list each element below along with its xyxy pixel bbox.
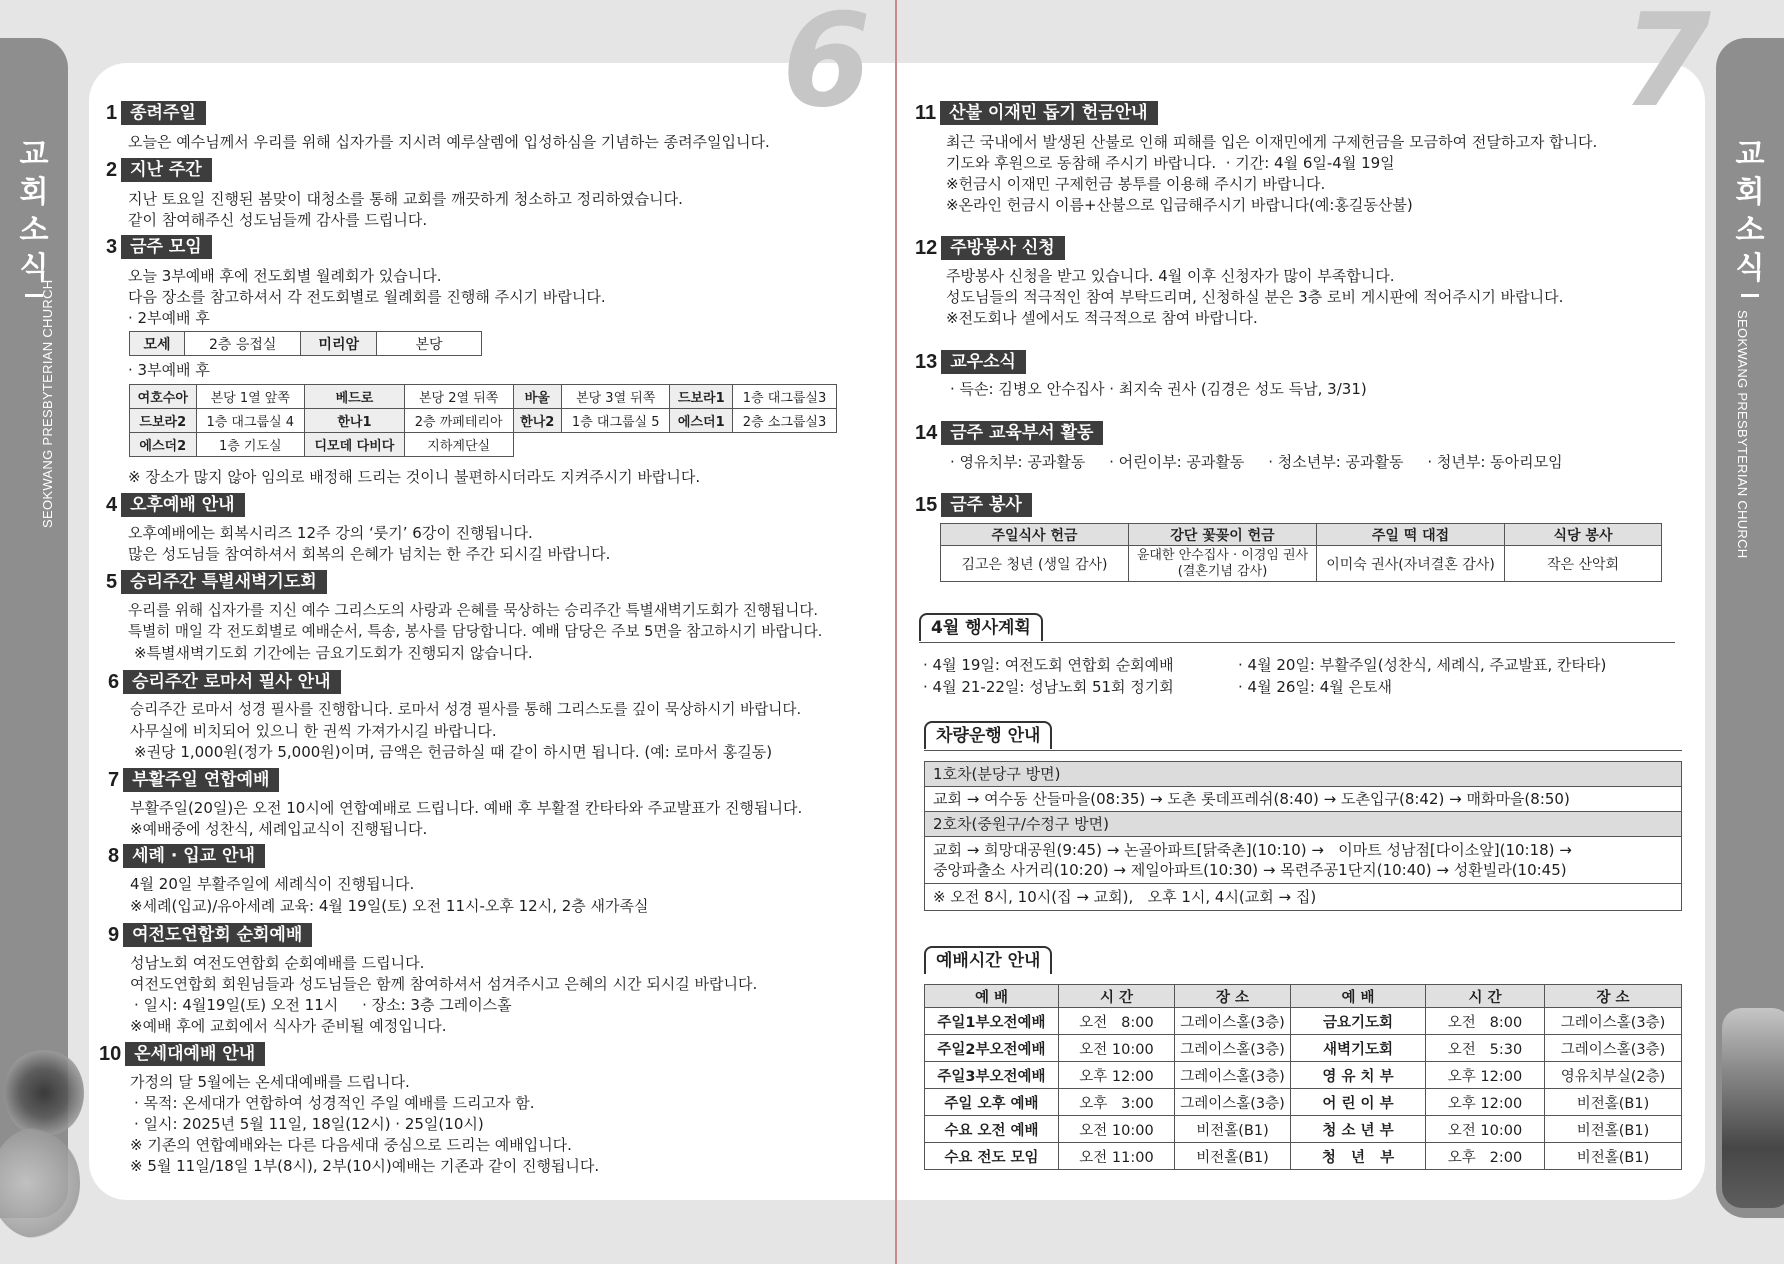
table-header: 예 배 [925,985,1059,1008]
section-number: 10 [99,1042,122,1065]
table-cell: 본당 2열 뒤쪽 [404,385,513,409]
section-5-line: ※특별새벽기도회 기간에는 금요기도회가 진행되지 않습니다. [134,644,533,662]
table-cell: 1층 대그룹실3 [733,385,837,409]
section-11-line: ※온라인 헌금시 이름+산불으로 입금해주시기 바랍니다(예:홍길동산불) [946,196,1413,214]
tab-title-text: 교회소식 [19,137,49,286]
center-fold-line [895,0,897,1264]
table-cell: 드보라1 [670,385,733,409]
section-number: 6 [108,670,120,693]
section-9-line: 성남노회 여전도연합회 순회예배를 드립니다. [130,954,425,972]
table-cell: 오전 5:30 [1426,1035,1545,1062]
section-13-line: · 득손: 김병오 안수집사 · 최지숙 권사 (김경은 성도 득남, 3/31) [950,380,1367,398]
table-cell: 영유치부실(2층) [1545,1062,1682,1089]
table-cell: 여호수아 [130,385,197,409]
section-9-line: ※예배 후에 교회에서 식사가 준비될 예정입니다. [130,1017,447,1035]
route-header: 1호차(분당구 방면) [925,762,1681,787]
table-cell: 2층 응접실 [184,332,301,356]
page-number-left: 6 [782,0,872,136]
tab-divider-right [1741,294,1759,297]
service-table [940,523,1662,582]
table-cell: 수요 전도 모임 [925,1143,1059,1170]
table-header: 예 배 [1291,985,1426,1008]
section-10-line: ※ 5월 11일/18일 1부(8시), 2부(10시)예배는 기존과 같이 진행됩니다. [130,1157,600,1175]
empty-cell [733,433,837,457]
table-cell: 2층 소그룹실3 [733,409,837,433]
table-cell: 오후 2:00 [1426,1143,1545,1170]
route-note: ※ 오전 8시, 10시(집 → 교회), 오후 1시, 4시(교회 → 집) [933,888,1317,906]
section-number: 4 [106,493,118,516]
section-6-line: ※권당 1,000원(정가 5,000원)이며, 금액은 헌금하실 때 같이 하시면 됩니다. (예: 로마서 홍길동) [134,743,773,761]
section-11-line: 최근 국내에서 발생된 산불로 인해 피해를 입은 이재민에게 구제헌금을 모금하여 전달하고자 합니다. [946,133,1598,151]
section-12-line: 성도님들의 적극적인 참여 부탁드리며, 신청하실 분은 3층 로비 게시판에 적어주시기 바랍니다. [946,288,1564,306]
section-2-line: 지난 토요일 진행된 봄맞이 대청소를 통해 교회를 깨끗하게 청소하고 정리하였습니다. [128,190,683,208]
section-12-line: ※전도회나 셀에서도 적극적으로 참여 바랍니다. [946,309,1258,327]
table-cell: 작은 산악회 [1505,546,1662,582]
section-2-header [106,158,212,182]
vehicle-rule [924,750,1682,751]
table-cell: 1층 대그룹실 5 [561,409,670,433]
table-header: 식당 봉사 [1505,524,1662,546]
side-tab-title-right [1728,136,1772,288]
section-3-note: ※ 장소가 많지 않아 임의로 배정해 드리는 것이니 불편하시더라도 지켜주시기 바랍니다. [128,468,701,486]
empty-cell [561,433,670,457]
table-cell: 2층 까페테리아 [404,409,513,433]
table-header: 강단 꽃꽂이 헌금 [1129,524,1317,546]
section-6-header [108,670,341,694]
section-title: 금주 봉사 [941,493,1032,517]
table-cell: 주일 오후 예배 [925,1089,1059,1116]
section-number: 2 [106,158,118,181]
april-event-item: · 4월 19일: 여전도회 연합회 순회예배 [923,656,1174,674]
april-events-header [919,613,1043,641]
table-cell: 그레이스홀(3층) [1175,1089,1291,1116]
meeting-table-3bu [129,384,837,457]
section-3-line: 오늘 3부예배 후에 전도회별 월례회가 있습니다. [128,267,442,285]
section-title: 주방봉사 신청 [941,236,1064,260]
side-tab-left [0,38,68,1218]
table-cell: 비전홀(B1) [1545,1089,1682,1116]
section-8-header [108,844,265,868]
section-3-line: · 2부예배 후 [128,309,210,327]
table-cell: 1층 대그룹실 4 [196,409,305,433]
table-cell: 오전 10:00 [1059,1035,1175,1062]
route-text: 교회 → 희망대공원(9:45) → 논골아파트[닭죽촌](10:10) → 이마트 성남점[다이소앞](10:18) → [933,841,1572,859]
section-title: 금주 모임 [121,235,212,259]
table-cell: 오전 8:00 [1426,1008,1545,1035]
table-cell: 오전 11:00 [1059,1143,1175,1170]
empty-cell [670,433,733,457]
section-4-header [106,493,245,517]
route-line: 교회 → 여수동 산들마을(08:35) → 도촌 롯데프레쉬(8:40) → 도촌입구(8:42) → 매화마을(8:50) [925,787,1681,812]
table-cell: 청 소 년 부 [1291,1116,1426,1143]
table-cell: 1층 기도실 [196,433,305,457]
table-cell: 에스더1 [670,409,733,433]
section-title: 오후예배 안내 [121,493,244,517]
table-cell: 비전홀(B1) [1175,1143,1291,1170]
section-14-line: · 영유치부: 공과활동 · 어린이부: 공과활동 · 청소년부: 공과활동 · 청년부: 동아리모임 [950,453,1563,471]
section-12-line: 주방봉사 신청을 받고 있습니다. 4월 이후 신청자가 많이 부족합니다. [946,267,1395,285]
section-10-header [99,1042,265,1066]
section-title: 종려주일 [121,101,206,125]
section-3-line: 다음 장소를 참고하셔서 각 전도회별로 월례회를 진행해 주시기 바랍니다. [128,288,606,306]
church-name-right: SEOKWANG PRESBYTERIAN CHURCH [1735,310,1750,559]
section-number: 12 [915,236,938,259]
table-cell: 본당 1열 앞쪽 [196,385,305,409]
table-cell: 새벽기도회 [1291,1035,1426,1062]
table-cell: 그레이스홀(3층) [1545,1008,1682,1035]
table-cell: 영 유 치 부 [1291,1062,1426,1089]
section-title: 지난 주간 [121,158,212,182]
hands-soil-image [4,1048,84,1138]
table-cell: 주일1부오전예배 [925,1008,1059,1035]
table-cell: 비전홀(B1) [1545,1116,1682,1143]
vehicle-route-box [924,761,1682,911]
section-13-header [915,350,1026,374]
table-cell: 비전홀(B1) [1175,1116,1291,1143]
section-14-header [915,421,1103,445]
worship-table [924,984,1682,1170]
april-event-item: · 4월 21-22일: 성남노회 51회 정기회 [923,678,1174,696]
table-cell: 오후 12:00 [1426,1089,1545,1116]
table-cell: 수요 오전 예배 [925,1116,1059,1143]
table-cell: 베드로 [305,385,405,409]
table-cell [1129,546,1317,582]
table-cell: 한나2 [513,409,561,433]
section-number: 14 [915,421,938,444]
table-cell: 미리암 [301,332,377,356]
table-cell: 지하계단실 [404,433,513,457]
section-3-header [106,235,212,259]
table-cell: 오후 12:00 [1426,1062,1545,1089]
section-5-header [106,570,327,594]
table-cell: 오전 8:00 [1059,1008,1175,1035]
section-10-line: 가정의 달 5월에는 온세대예배를 드립니다. [130,1073,410,1091]
page-number-right: 7 [1622,0,1712,136]
april-events-rule [919,642,1675,643]
section-number: 3 [106,235,118,258]
section-11-line: 기도와 후원으로 동참해 주시기 바랍니다. · 기간: 4월 6일-4월 19일 [946,154,1395,172]
table-cell: 이미숙 권사(자녀결혼 감사) [1317,546,1505,582]
table-cell: 한나1 [305,409,405,433]
section-title: 승리주간 특별새벽기도회 [121,570,327,594]
section-number: 15 [915,493,938,516]
section-15-header [915,493,1032,517]
table-cell: 청 년 부 [1291,1143,1426,1170]
table-cell: 그레이스홀(3층) [1175,1035,1291,1062]
section-11-header [915,101,1158,125]
table-cell: 비전홀(B1) [1545,1143,1682,1170]
section-10-line: · 일시: 2025년 5월 11일, 18일(12시) · 25일(10시) [134,1115,484,1133]
section-10-line: ※ 기존의 연합예배와는 다른 다음세대 중심으로 드리는 예배입니다. [130,1136,572,1154]
section-number: 7 [108,768,120,791]
table-cell: 그레이스홀(3층) [1175,1062,1291,1089]
section-number: 11 [915,101,937,124]
worship-header [924,946,1052,974]
worship-title: 예배시간 안내 [924,946,1052,974]
section-title: 세례 · 입교 안내 [123,844,265,868]
section-title: 금주 교육부서 활동 [941,421,1103,445]
table-header: 주일 떡 대접 [1317,524,1505,546]
section-title: 부활주일 연합예배 [123,768,279,792]
april-event-item: · 4월 20일: 부활주일(성찬식, 세례식, 주교발표, 칸타타) [1238,656,1607,674]
vehicle-title: 차량운행 안내 [924,721,1052,749]
section-5-line: 특별히 매일 각 전도회별로 예배순서, 특송, 봉사를 담당합니다. 예배 담당은 주보 5면을 참고하시기 바랍니다. [128,623,823,640]
section-number: 13 [915,350,938,373]
table-cell: 바울 [513,385,561,409]
table-cell: 본당 3열 뒤쪽 [561,385,670,409]
section-title: 여전도연합회 순회예배 [123,923,312,947]
section-9-line: · 일시: 4월19일(토) 오전 11시 · 장소: 3층 그레이스홀 [134,996,512,1014]
section-8-line: ※세례(입교)/유아세례 교육: 4월 19일(토) 오전 11시-오후 12시, 2층 새가족실 [130,897,649,915]
section-number: 9 [108,923,120,946]
route-line [925,837,1681,884]
section-title: 승리주간 로마서 필사 안내 [123,670,340,694]
table-cell: 주일2부오전예배 [925,1035,1059,1062]
section-6-line: 승리주간 로마서 성경 필사를 진행합니다. 로마서 성경 필사를 통해 그리스도를 깊이 묵상하시기 바랍니다. [130,701,802,718]
section-1-header [106,101,206,125]
section-title: 산불 이재민 돕기 헌금안내 [940,101,1157,125]
table-cell: 오전 10:00 [1059,1116,1175,1143]
section-11-line: ※헌금시 이재민 구제헌금 봉투를 이용해 주시기 바랍니다. [946,175,1326,193]
table-cell: 디모데 다비다 [305,433,405,457]
side-tab-right [1716,38,1784,1218]
table-cell: 금요기도회 [1291,1008,1426,1035]
side-tab-title-left [12,136,56,288]
section-6-line: 사무실에 비치되어 있으니 한 권씩 가져가시길 바랍니다. [130,722,497,740]
table-header: 시 간 [1426,985,1545,1008]
april-events-title: 4월 행사계획 [919,613,1043,641]
table-cell: 그레이스홀(3층) [1175,1008,1291,1035]
empty-cell [513,433,561,457]
table-cell: 김고은 청년 (생일 감사) [941,546,1129,582]
table-cell: 드보라2 [130,409,197,433]
section-7-line: 부활주일(20일)은 오전 10시에 연합예배로 드립니다. 예배 후 부활절 칸타타와 주교발표가 진행됩니다. [130,799,803,817]
cross-image [1722,1008,1784,1208]
table-cell: 오후 3:00 [1059,1089,1175,1116]
table-cell: 본당 [377,332,482,356]
table-cell: 모세 [130,332,185,356]
cell-line: 윤대한 안수집사 · 이경임 권사 [1136,547,1309,563]
route-header: 2호차(중원구/수정구 방면) [925,812,1681,837]
section-2-line: 같이 참여해주신 성도님들께 감사를 드립니다. [128,211,428,229]
section-12-header [915,236,1065,260]
tab-title-text-right: 교회소식 [1735,137,1765,286]
section-5-line: 우리를 위해 십자가를 지신 예수 그리스도의 사랑과 은혜를 묵상하는 승리주간 특별새벽기도회가 진행됩니다. [128,602,819,619]
section-10-line: · 목적: 온세대가 연합하여 성경적인 주일 예배를 드리고자 함. [134,1094,535,1112]
section-title: 교우소식 [941,350,1026,374]
section-number: 8 [108,844,120,867]
table-header: 주일식사 헌금 [941,524,1129,546]
section-1-line: 오늘은 예수님께서 우리를 위해 십자가를 지시려 예루살렘에 입성하심을 기념하는 종려주일입니다. [128,133,770,151]
section-title: 온세대예배 안내 [125,1042,265,1066]
section-9-line: 여전도연합회 회원님들과 성도님들은 함께 참여하셔서 섬겨주시고 은혜의 시간 되시길 바랍니다. [130,975,758,993]
section-7-line: ※예배중에 성찬식, 세례입교식이 진행됩니다. [130,820,428,838]
table-cell: 오후 12:00 [1059,1062,1175,1089]
table-cell: 어 린 이 부 [1291,1089,1426,1116]
table-header: 장 소 [1545,985,1682,1008]
church-name-left: SEOKWANG PRESBYTERIAN CHURCH [40,279,55,528]
section-4-line: 오후예배에는 회복시리즈 12주 강의 ‘룻기’ 6강이 진행됩니다. [128,524,533,542]
section-9-header [108,923,312,947]
meeting-table-2bu [129,331,482,356]
section-number: 1 [106,101,118,124]
table-header: 시 간 [1059,985,1175,1008]
april-event-item: · 4월 26일: 4월 은토새 [1238,678,1393,696]
table-cell: 주일3부오전예배 [925,1062,1059,1089]
section-3-line: · 3부예배 후 [128,361,210,379]
table-cell: 오전 10:00 [1426,1116,1545,1143]
section-4-line: 많은 성도님들 참여하셔서 회복의 은혜가 넘치는 한 주간 되시길 바랍니다. [128,545,611,563]
vehicle-header [924,721,1052,749]
section-number: 5 [106,570,118,593]
route-text: 중앙파출소 사거리(10:20) → 제일아파트(10:30) → 목련주공1단지(10:40) → 성환빌라(10:45) [933,861,1567,879]
cell-line: (결혼기념 감사) [1177,563,1268,579]
section-7-header [108,768,279,792]
table-header: 장 소 [1175,985,1291,1008]
section-8-line: 4월 20일 부활주일에 세례식이 진행됩니다. [130,875,415,893]
table-cell: 에스더2 [130,433,197,457]
table-cell: 그레이스홀(3층) [1545,1035,1682,1062]
